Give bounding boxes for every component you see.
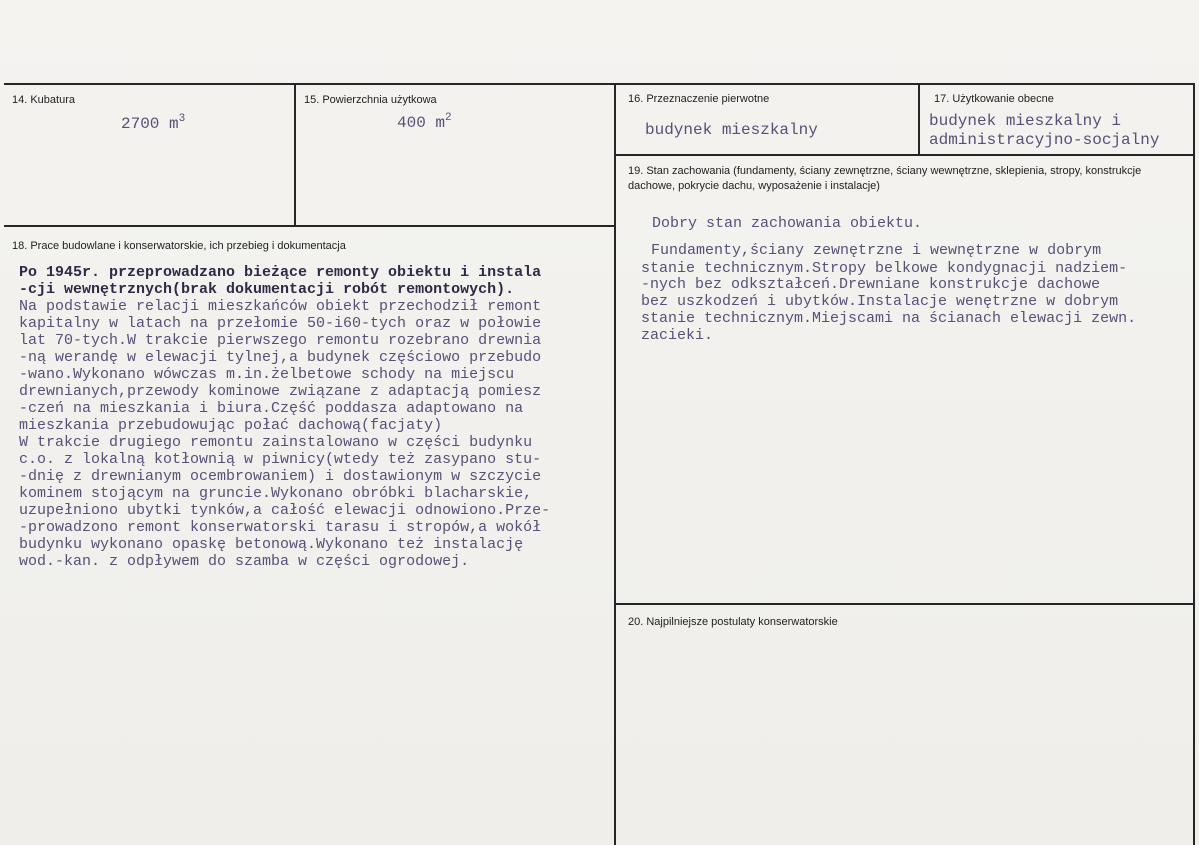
przeznaczenie-value: budynek mieszkalny	[645, 121, 818, 139]
stan-label: 19. Stan zachowania (fundamenty, ściany zewnętrzne, ściany wewnętrzne, sklepienia, stropy, konstrukcje dachowe, pokrycie dachu, wyposażenie i instalacje)	[628, 165, 1142, 192]
prace-line: -prowadzono remont konserwatorski tarasu i stropów,a wokół	[19, 519, 542, 536]
prace-bold-text: Po 1945r. przeprowadzano bieżące remonty obiektu i instala	[19, 264, 542, 281]
powierzchnia-exponent: 2	[445, 112, 452, 124]
prace-line: kapitalny w latach na przełomie 50-i60-tych oraz w połowie	[19, 315, 542, 332]
rule-v3	[918, 83, 920, 155]
prace-bold-text: -cji wewnętrznych(brak dokumentacji robót remontowych).	[19, 281, 515, 298]
stan-line: stanie technicznym.Stropy belkowe kondygnacji nadziem-	[641, 260, 1128, 277]
kubatura-exponent: 3	[178, 113, 186, 125]
prace-line: -czeń na mieszkania i biura.Część poddasza adaptowano na	[19, 400, 524, 417]
prace-line: budynku wykonano opaskę betonową.Wykonano też instalację	[19, 536, 524, 553]
rule-v2	[614, 83, 616, 845]
stan-line: -nych bez odkształceń.Drewniane konstrukcje dachowe	[641, 276, 1101, 293]
stan-line: bez uszkodzeń i ubytków.Instalacje wenętrzne w dobrym	[641, 293, 1119, 310]
stan-line: Fundamenty,ściany zewnętrzne i wewnętrzne w dobrym	[651, 242, 1102, 259]
rule-v4	[1193, 83, 1195, 845]
prace-line: lat 70-tych.W trakcie pierwszego remontu rozebrano drewnia	[19, 332, 542, 349]
stan-intro: Dobry stan zachowania obiektu.	[652, 215, 923, 232]
prace-line: W trakcie drugiego remontu zainstalowano w części budynku	[19, 434, 533, 451]
kubatura-label: 14. Kubatura	[12, 94, 75, 106]
prace-line: uzupełniono ubytki tynków,a całość elewacji odnowiono.Prze-	[19, 502, 551, 519]
powierzchnia-value	[397, 112, 452, 132]
uzytkowanie-line-1: budynek mieszkalny i	[929, 112, 1122, 130]
przeznaczenie-label: 16. Przeznaczenie pierwotne	[628, 93, 770, 105]
prace-line-bold	[19, 282, 514, 298]
kubatura-value	[121, 113, 185, 133]
powierzchnia-label: 15. Powierzchnia użytkowa	[304, 94, 437, 106]
prace-line: wod.-kan. z odpływem do szamba w części ogrodowej.	[19, 553, 470, 570]
prace-line: mieszkania przebudowując połać dachową(facjaty)	[19, 417, 443, 434]
rule-mid-left	[4, 225, 616, 227]
prace-line: -ną werandę w elewacji tylnej,a budynek częściowo przebudo	[19, 349, 542, 366]
kubatura-number: 2700 m	[121, 115, 179, 133]
postulaty-label: 20. Najpilniejsze postulaty konserwatorskie	[628, 616, 838, 628]
prace-line: Na podstawie relacji mieszkańców obiekt przechodził remont	[19, 298, 542, 315]
prace-line-bold	[19, 265, 541, 281]
prace-line: c.o. z lokalną kotłownią w piwnicy(wtedy też zasypano stu-	[19, 451, 542, 468]
rule-lower-right	[616, 603, 1195, 605]
powierzchnia-number: 400 m	[397, 114, 446, 132]
prace-line: kominem stojącym na gruncie.Wykonano obróbki blacharskie,	[19, 485, 533, 502]
prace-line: -wano.Wykonano wówczas m.in.żelbetowe schody na miejscu	[19, 366, 515, 383]
prace-line: -dnię z drewnianym ocembrowaniem) i dostawionym w szczycie	[19, 468, 542, 485]
uzytkowanie-line-2: administracyjno-socjalny	[929, 131, 1160, 149]
prace-label: 18. Prace budowlane i konserwatorskie, ich przebieg i dokumentacja	[12, 240, 346, 252]
rule-mid-right	[616, 154, 1195, 156]
rule-v1	[294, 83, 296, 226]
stan-line: stanie technicznym.Miejscami na ścianach elewacji zewn.	[641, 310, 1137, 327]
uzytkowanie-label: 17. Użytkowanie obecne	[934, 93, 1054, 105]
stan-line: zacieki.	[641, 327, 714, 344]
rule-top	[4, 83, 1195, 85]
prace-line: drewnianych,przewody kominowe związane z adaptacją pomiesz	[19, 383, 542, 400]
